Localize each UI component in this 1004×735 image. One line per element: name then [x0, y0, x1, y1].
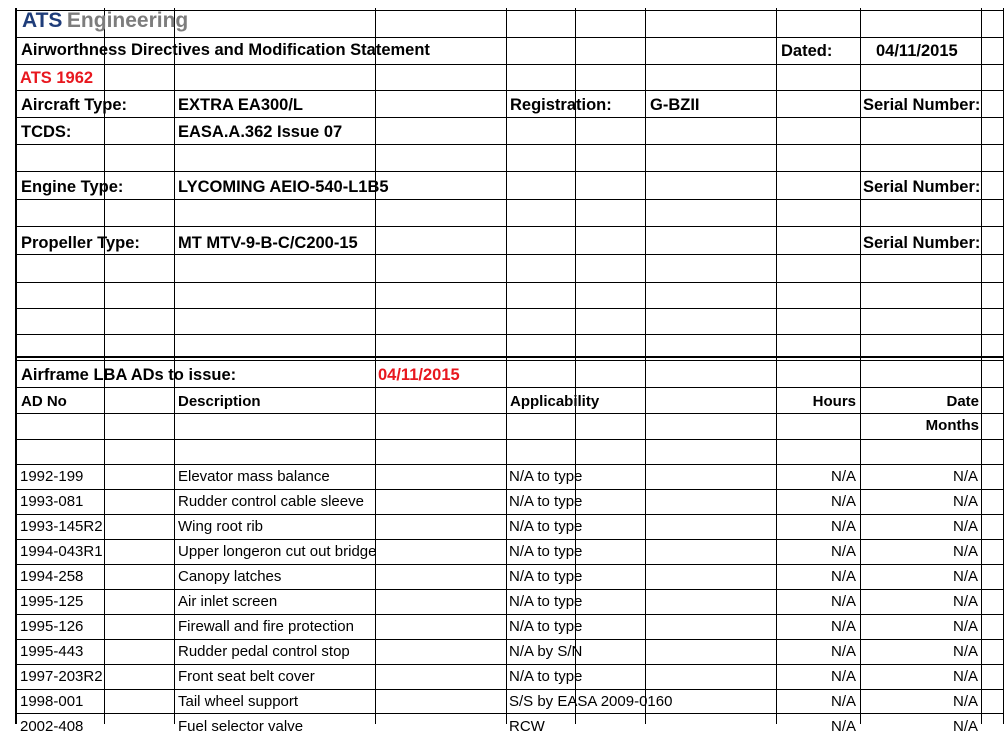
tcds-value: EASA.A.362 Issue 07 — [178, 123, 343, 141]
section-date: 04/11/2015 — [378, 366, 460, 384]
ad-description: Canopy latches — [178, 568, 282, 585]
document-title: Airworthness Directives and Modification Statement — [21, 41, 430, 59]
ad-hours: N/A — [830, 543, 856, 560]
grid-line-horizontal — [16, 439, 1004, 440]
ad-applicability: N/A to type — [509, 618, 583, 635]
grid-line-horizontal — [16, 639, 1004, 640]
grid-line-horizontal — [16, 564, 1004, 565]
company-logo — [22, 10, 188, 31]
grid-line-horizontal — [16, 64, 1004, 65]
grid-line-horizontal — [16, 689, 1004, 690]
ad-date: N/A — [952, 668, 978, 685]
ad-description: Fuel selector valve — [178, 718, 304, 735]
ad-description: Front seat belt cover — [178, 668, 315, 685]
ad-date: N/A — [952, 518, 978, 535]
ad-date: N/A — [952, 643, 978, 660]
grid-line-horizontal — [16, 387, 1004, 388]
grid-line-horizontal — [16, 464, 1004, 465]
grid-line-vertical — [645, 8, 646, 724]
grid-line-horizontal — [16, 664, 1004, 665]
ad-description: Tail wheel support — [178, 693, 299, 710]
grid-line-vertical — [860, 8, 861, 724]
ad-date: N/A — [952, 693, 978, 710]
grid-line-horizontal — [16, 614, 1004, 615]
dated-label: Dated: — [781, 42, 833, 60]
grid-line-vertical — [776, 8, 777, 724]
grid-line-vertical — [575, 8, 576, 724]
ad-number: 1998-001 — [20, 693, 84, 710]
ad-applicability: N/A to type — [509, 568, 583, 585]
grid-line-horizontal — [16, 308, 1004, 309]
tcds-label: TCDS: — [21, 123, 72, 141]
propeller-type-label: Propeller Type: — [21, 234, 140, 252]
ad-description: Wing root rib — [178, 518, 264, 535]
grid-line-horizontal — [16, 171, 1004, 172]
column-header-date: Date — [946, 393, 979, 410]
engine-serial-label: Serial Number: — [863, 178, 981, 196]
ad-hours: N/A — [830, 643, 856, 660]
ad-number: 1994-258 — [20, 568, 84, 585]
registration-label: Registration: — [510, 96, 612, 114]
ad-date: N/A — [952, 468, 978, 485]
grid-line-horizontal — [16, 117, 1004, 118]
ad-number: 2002-408 — [20, 718, 84, 735]
grid-line-horizontal — [16, 226, 1004, 227]
grid-line-vertical — [506, 8, 507, 724]
grid-line-horizontal — [16, 514, 1004, 515]
column-header-applicability: Applicability — [510, 393, 600, 410]
ad-description: Firewall and fire protection — [178, 618, 354, 635]
ad-applicability: N/A by S/N — [509, 643, 583, 660]
grid-line-vertical — [375, 8, 376, 724]
ad-date: N/A — [952, 618, 978, 635]
logo-name: Engineering — [66, 9, 189, 32]
grid-line-horizontal — [16, 413, 1004, 414]
grid-line-horizontal — [16, 254, 1004, 255]
ad-applicability: N/A to type — [509, 593, 583, 610]
ad-hours: N/A — [830, 593, 856, 610]
grid-line-horizontal — [16, 282, 1004, 283]
ad-date: N/A — [952, 493, 978, 510]
ad-number: 1995-125 — [20, 593, 84, 610]
section-title: Airframe LBA ADs to issue: — [21, 366, 237, 384]
column-header-months: Months — [925, 417, 979, 434]
propeller-type-value: MT MTV-9-B-C/C200-15 — [178, 234, 358, 252]
ad-description: Elevator mass balance — [178, 468, 330, 485]
ad-applicability: N/A to type — [509, 543, 583, 560]
propeller-serial-label: Serial Number: — [863, 234, 981, 252]
aircraft-type-label: Aircraft Type: — [21, 96, 128, 114]
aircraft-serial-label: Serial Number: — [863, 96, 981, 114]
ad-description: Air inlet screen — [178, 593, 278, 610]
ad-applicability: N/A to type — [509, 668, 583, 685]
ad-description: Rudder pedal control stop — [178, 643, 350, 660]
ad-hours: N/A — [830, 518, 856, 535]
grid-line-horizontal — [16, 334, 1004, 335]
ad-date: N/A — [952, 543, 978, 560]
ad-hours: N/A — [830, 618, 856, 635]
ad-applicability: RCW — [509, 718, 545, 735]
registration-value: G-BZII — [650, 96, 700, 114]
ad-number: 1993-145R2 — [20, 518, 103, 535]
ad-hours: N/A — [830, 718, 856, 735]
ad-applicability: N/A to type — [509, 518, 583, 535]
ad-applicability: N/A to type — [509, 493, 583, 510]
logo-brand: ATS — [22, 9, 63, 32]
reference-number: ATS 1962 — [20, 69, 94, 87]
ad-date: N/A — [952, 568, 978, 585]
ad-number: 1995-126 — [20, 618, 84, 635]
ad-number: 1995-443 — [20, 643, 84, 660]
column-header-description: Description — [178, 393, 261, 410]
ad-hours: N/A — [830, 468, 856, 485]
ad-hours: N/A — [830, 668, 856, 685]
grid-line-vertical — [15, 8, 17, 724]
ad-number: 1997-203R2 — [20, 668, 103, 685]
grid-line-horizontal — [16, 37, 1004, 38]
ad-description: Upper longeron cut out bridge — [178, 543, 377, 560]
column-header-hours: Hours — [812, 393, 856, 410]
ad-number: 1994-043R1 — [20, 543, 103, 560]
grid-line-horizontal — [16, 199, 1004, 200]
ad-number: 1993-081 — [20, 493, 84, 510]
grid-line-horizontal — [15, 356, 1004, 358]
ad-date: N/A — [952, 593, 978, 610]
engine-type-value: LYCOMING AEIO-540-L1B5 — [178, 178, 389, 196]
grid-line-horizontal — [16, 144, 1004, 145]
grid-line-horizontal — [16, 90, 1004, 91]
ad-description: Rudder control cable sleeve — [178, 493, 364, 510]
ad-applicability: S/S by EASA 2009-0160 — [509, 693, 673, 710]
dated-value: 04/11/2015 — [876, 42, 958, 60]
column-header-ad-no: AD No — [21, 393, 67, 410]
ad-hours: N/A — [830, 693, 856, 710]
grid-line-horizontal — [16, 539, 1004, 540]
ad-date: N/A — [952, 718, 978, 735]
grid-line-horizontal — [16, 589, 1004, 590]
grid-line-horizontal — [16, 360, 1004, 361]
grid-line-horizontal — [16, 713, 1004, 714]
ad-hours: N/A — [830, 568, 856, 585]
engine-type-label: Engine Type: — [21, 178, 124, 196]
ad-applicability: N/A to type — [509, 468, 583, 485]
grid-line-vertical — [981, 8, 982, 724]
ad-number: 1992-199 — [20, 468, 84, 485]
ad-hours: N/A — [830, 493, 856, 510]
aircraft-type-value: EXTRA EA300/L — [178, 96, 304, 114]
grid-line-horizontal — [16, 489, 1004, 490]
